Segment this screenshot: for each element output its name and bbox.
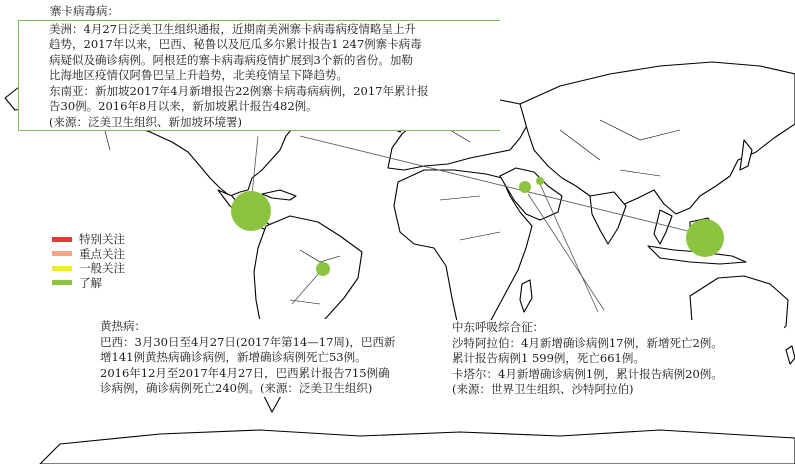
caribbean-islands [262, 190, 296, 200]
legend-item-aware [52, 276, 125, 291]
antarctica [40, 430, 795, 464]
legend-swatch [52, 280, 72, 285]
yellow-fever-line: 诊病例，确诊病例死亡240例。(来源：泛美卫生组织) [100, 381, 373, 395]
marker-brazil[interactable] [316, 262, 330, 276]
zika-line: 美洲：4月27日泛美卫生组织通报，近期南美洲寨卡病毒病疫情略呈上升 [49, 21, 416, 36]
zika-body [18, 20, 500, 132]
marker-qatar[interactable] [536, 177, 544, 185]
marker-saudi-arabia[interactable] [519, 181, 531, 193]
mers-line: 卡塔尔：4月新增确诊病例1例，累计报告病例20例。 [452, 366, 723, 381]
legend-swatch [52, 237, 72, 242]
yellow-fever-line: 增141例黄热病确诊病例，新增确诊病例死亡53例。 [100, 350, 367, 364]
legend-label: 重点关注 [79, 246, 125, 261]
asia [520, 62, 795, 214]
zika-line: (来源：泛美卫生组织、新加坡环境署) [49, 114, 242, 129]
mers-line: (来源：世界卫生组织、沙特阿拉伯) [452, 382, 634, 396]
yellow-fever-title: 黄热病： [100, 319, 146, 333]
zika-line: 告30例。2016年8月以来，新加坡累计报告482例。 [49, 99, 318, 113]
new-zealand [786, 346, 795, 364]
legend-item-general [52, 261, 125, 276]
legend-label: 一般关注 [79, 261, 125, 276]
india [590, 192, 626, 244]
mers-line: 沙特阿拉伯：4月新增确诊病例17例，新增死亡2例。 [452, 335, 723, 350]
madagascar [520, 280, 532, 312]
legend-label: 特别关注 [79, 232, 125, 247]
zika-line: 比海地区疫情仅阿鲁巴呈上升趋势，北美疫情呈下降趋势。 [49, 68, 348, 82]
mers-title: 中东呼吸综合征： [452, 320, 544, 334]
southeast-asia [654, 210, 672, 244]
yellow-fever-line: 2016年12月至2017年4月27日，巴西累计报告715例确 [100, 365, 390, 380]
zika-line: 病疑似及确诊病例。阿根廷的寨卡病毒病疫情扩展到3个新的省份。加勒 [49, 52, 413, 67]
mers-line: 累计报告病例1 599例，死亡661例。 [452, 351, 645, 365]
zika-line: 趋势，2017年以来，巴西、秘鲁以及厄瓜多尔累计报告1 247例寨卡病毒 [49, 37, 422, 51]
zika-line: 东南亚：新加坡2017年4月新增报告22例寨卡病毒病病例，2017年累计报 [49, 83, 429, 98]
legend-item-special [52, 232, 125, 247]
legend-swatch [52, 251, 72, 256]
legend [52, 232, 125, 290]
zika-annotation [18, 4, 500, 131]
yellow-fever-annotation [100, 319, 420, 397]
mers-leader-qatar [540, 184, 598, 312]
legend-swatch [52, 266, 72, 271]
marker-caribbean[interactable] [231, 191, 271, 231]
marker-southeast-asia[interactable] [686, 219, 724, 257]
mers-annotation [452, 320, 784, 398]
legend-label: 了解 [79, 275, 102, 290]
zika-title: 寨卡病毒病： [50, 4, 119, 18]
yellow-fever-line: 巴西：3月30日至4月27日(2017年第14—17周)，巴西新 [100, 334, 396, 349]
legend-item-key [52, 247, 125, 262]
